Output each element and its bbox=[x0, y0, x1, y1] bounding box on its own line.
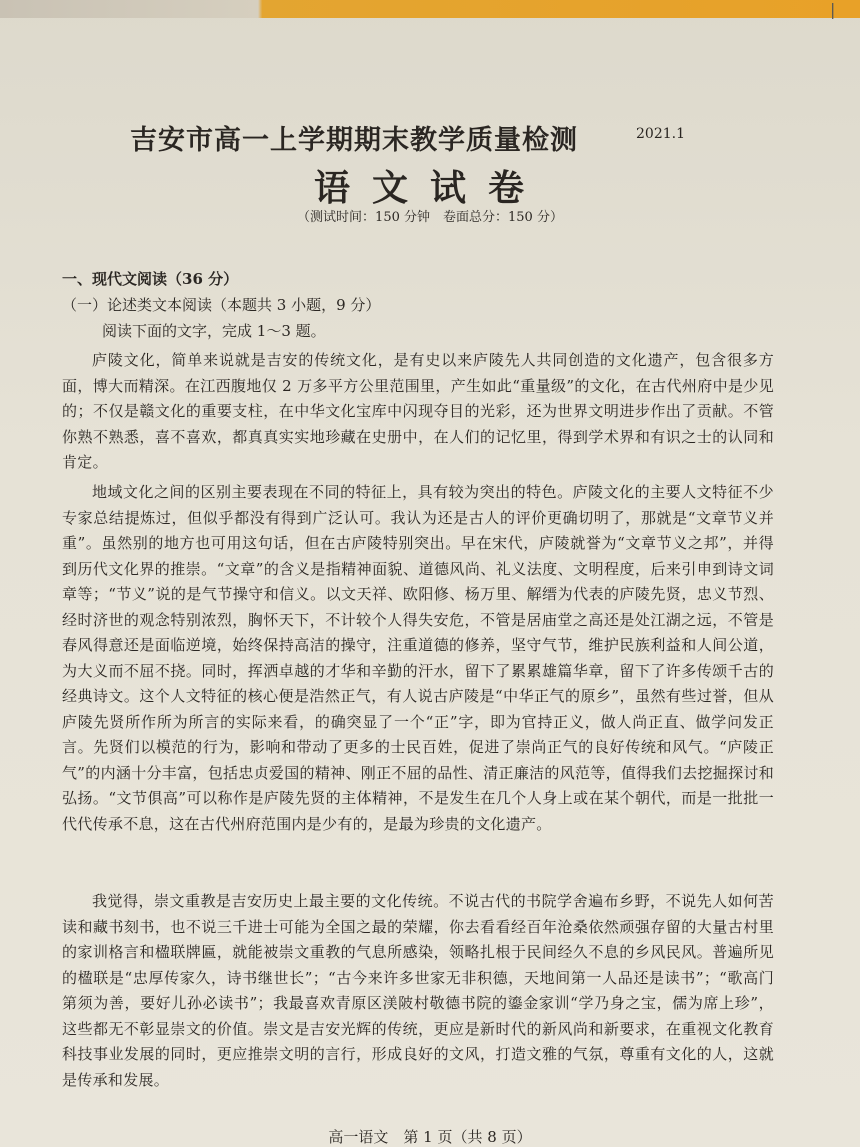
title-row bbox=[130, 118, 770, 158]
exam-date: 2021.1 bbox=[636, 126, 685, 142]
corner-mark: | bbox=[830, 0, 836, 19]
exam-title: 吉安市高一上学期期末教学质量检测 bbox=[130, 125, 578, 156]
passage-paragraph-3: 我觉得，崇文重教是吉安历史上最主要的文化传统。不说古代的书院学舍遍布乡野，不说先人如何苦读和藏书刻书，也不说三千进士可能为全国之最的荣耀，你去看看经百年沧桑依然顽强存留的大量古村里的家训格言和楹联牌匾，就能被崇文重教的气息所感染，领略扎根于民间经久不息的乡风民风。普遍所见的楹联是“忠厚传家久，诗书继世长”；“古今来许多世家无非积德，天地间第一人品还是读书”；“歌高门第须为善，要好儿孙必读书”；我最喜欢青原区渼陂村敬德书院的鎏金家训“学乃身之宝，儒为席上珍”，这些都无不彰显崇文的价值。崇文是吉安光辉的传统，更应是新时代的新风尚和新要求，在重视文化教育科技事业发展的同时，更应推崇文明的言行，形成良好的文风，打造文雅的气氛，尊重有文化的人，这就是传承和发展。 bbox=[62, 892, 774, 1089]
passage-paragraph-1: 庐陵文化，简单来说就是吉安的传统文化，是有史以来庐陵先人共同创造的文化遗产，包含很多方面，博大而精深。在江西腹地仅 2 万多平方公里范围里，产生如此“重量级”的文化，在古代州府中是少见的；不仅是赣文化的重要支柱，在中华文化宝库中闪现夺目的光彩，还为世界文明进步作出了贡献。不管你熟不熟悉，喜不喜欢，都真真实实地珍藏在史册中，在人们的记忆里，得到学术界和有识之士的认同和肯定。 bbox=[62, 351, 774, 471]
exam-info: （测试时间：150 分钟 卷面总分：150 分） bbox=[297, 210, 563, 225]
page-footer: 高一语文 第 1 页（共 8 页） bbox=[328, 1128, 532, 1146]
desk-edge bbox=[0, 0, 860, 18]
subject-title: 语文试卷 bbox=[313, 167, 546, 209]
section-title: 一、现代文阅读（36 分） bbox=[62, 270, 239, 288]
subsection-title: （一）论述类文本阅读（本题共 3 小题，9 分） bbox=[62, 296, 381, 314]
passage-paragraph-2: 地域文化之间的区别主要表现在不同的特征上，具有较为突出的特色。庐陵文化的主要人文特征不少专家总结提炼过，但似乎都没有得到广泛认可。我认为还是古人的评价更确切明了，那就是“文章节义并重”。虽然别的地方也可用这句话，但在古庐陵特别突出。早在宋代，庐陵就誉为“文章节义之邦”，并得到历代文化界的推崇。“文章”的含义是指精神面貌、道德风尚、礼义法度、文明程度，后来引申到诗文词章等；“节义”说的是气节操守和信义。以文天祥、欧阳修、杨万里、解缙为代表的庐陵先贤，忠义节烈、经时济世的观念特别浓烈，胸怀天下，不计较个人得失安危，不管是居庙堂之高还是处江湖之远，不管是春风得意还是面临逆境，始终保持高洁的操守，注重道德的修养，坚守气节，维护民族利益和人间公道，为大义而不屈不挠。同时，挥洒卓越的才华和辛勤的汗水，留下了累累雄篇华章，留下了许多传颂千古的经典诗文。这个人文特征的核心便是浩然正气，有人说古庐陵是“中华正气的原乡”，虽然有些过誉，但从庐陵先贤所作所为所言的实际来看，的确突显了一个“正”字，即为官持正义，做人尚正直、做学问发正言。先贤们以模范的行为，影响和带动了更多的士民百姓，促进了崇尚正气的良好传统和风气。“庐陵正气”的内涵十分丰富，包括忠贞爱国的精神、刚正不屈的品性、清正廉洁的风范等，值得我们去挖掘探讨和弘扬。“文节俱高”可以称作是庐陵先贤的主体精神，不是发生在几个人身上或在某个朝代，而是一批批一代代传承不息，这在古代州府范围内是少有的，是最为珍贵的文化遗产。 bbox=[62, 483, 774, 833]
reading-instruction: 阅读下面的文字，完成 1～3 题。 bbox=[102, 322, 326, 340]
